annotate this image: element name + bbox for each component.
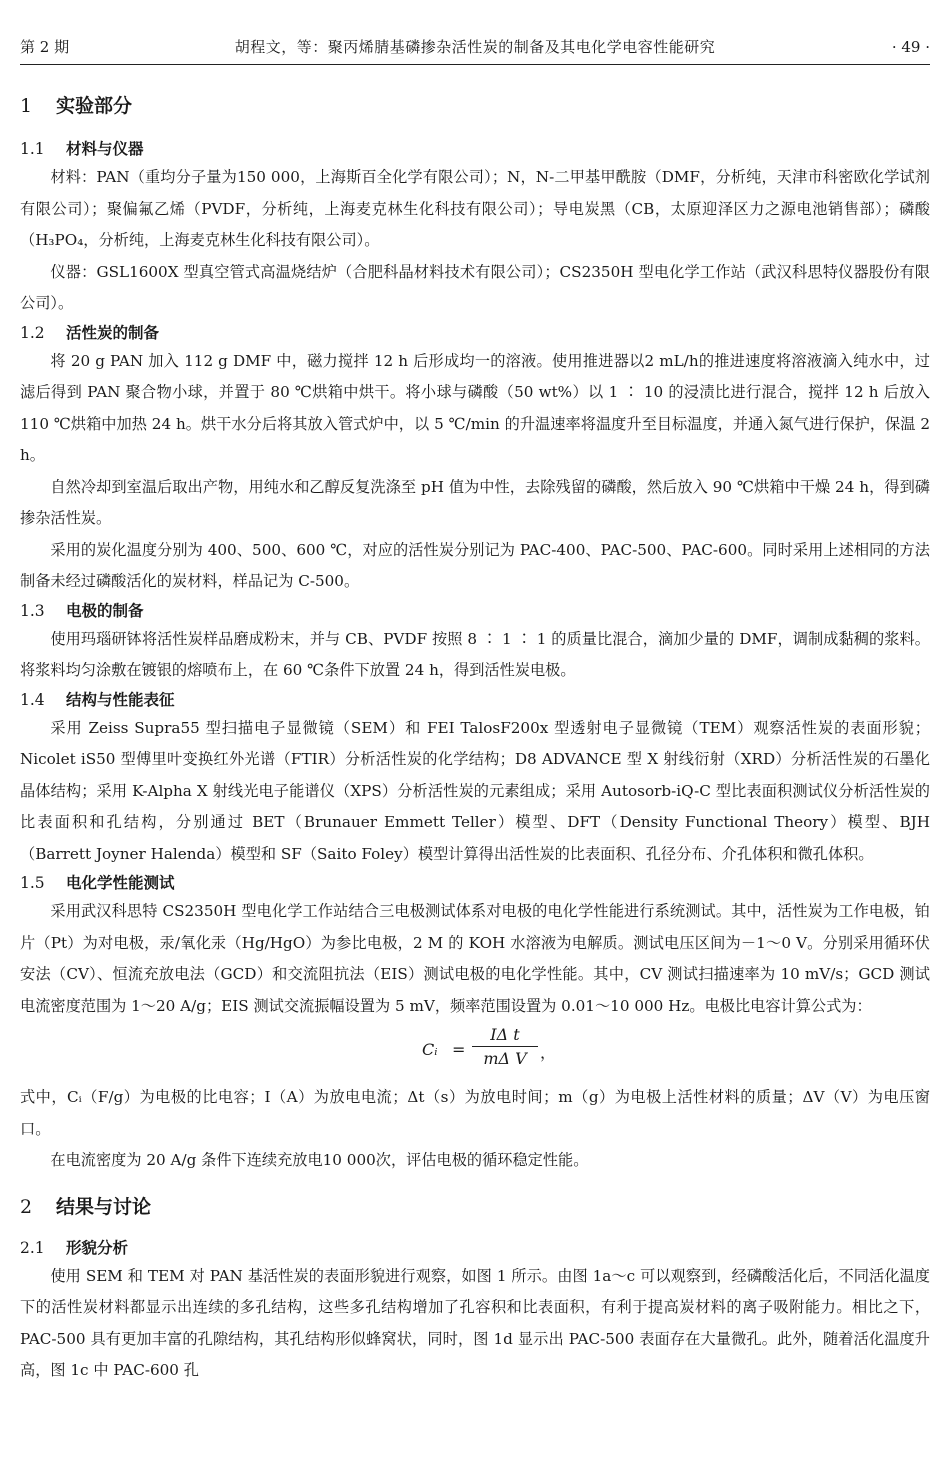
capacitance-formula bbox=[20, 1022, 930, 1082]
paragraph: 自然冷却到室温后取出产物，用纯水和乙醇反复洗涤至 pH 值为中性，去除残留的磷酸，然后放入 90 ℃烘箱中干燥 24 h，得到磷掺杂活性炭。 bbox=[20, 477, 930, 527]
section-title: 实验部分 bbox=[56, 95, 133, 117]
formula-numerator: IΔ t bbox=[472, 1024, 538, 1047]
formula-denominator: mΔ V bbox=[483, 1049, 527, 1068]
issue-number: 第 2 期 bbox=[20, 38, 70, 56]
paragraph: 仪器：GSL1600X 型真空管式高温烧结炉（合肥科晶材料技术有限公司）；CS2350H 型电化学工作站（武汉科思特仪器股份有限公司）。 bbox=[20, 262, 930, 312]
body-text bbox=[20, 90, 930, 1387]
formula-lhs: Cᵢ bbox=[422, 1040, 438, 1059]
formula-comma: ， bbox=[540, 1043, 557, 1062]
header-rule bbox=[20, 64, 930, 65]
running-title: 胡程文，等：聚丙烯腈基磷掺杂活性炭的制备及其电化学电容性能研究 bbox=[234, 38, 716, 56]
subsection-title: 电极的制备 bbox=[66, 601, 144, 620]
running-header bbox=[20, 36, 930, 58]
page-number: · 49 · bbox=[891, 38, 930, 56]
formula-equals: = bbox=[452, 1040, 466, 1059]
subsection-number: 2.1 bbox=[20, 1238, 45, 1257]
subsection-number: 1.2 bbox=[20, 323, 45, 342]
section-number: 2 bbox=[20, 1195, 33, 1218]
subsection-number: 1.5 bbox=[20, 874, 45, 892]
section-title: 结果与讨论 bbox=[56, 1195, 152, 1218]
subsection-number: 1.1 bbox=[20, 140, 45, 158]
section-heading bbox=[20, 90, 930, 122]
section-number: 1 bbox=[20, 95, 33, 117]
paragraph: 式中，Cᵢ（F/g）为电极的比电容；I（A）为放电电流；Δt（s）为放电时间；m（g）为电极上活性材料的质量；ΔV（V）为电压窗口。 bbox=[20, 1088, 930, 1138]
subsection-heading bbox=[20, 136, 930, 162]
paragraph: 使用玛瑙研钵将活性炭样品磨成粉末，并与 CB、PVDF 按照 8 ∶ 1 ∶ 1 的质量比混合，滴加少量的 DMF，调制成黏稠的浆料。将浆料均匀涂敷在镀银的熔喷布上，在 60 ℃条件下放置 24 h，得到活性炭电极。 bbox=[20, 629, 930, 679]
subsection-heading bbox=[20, 687, 930, 713]
subsection-heading bbox=[20, 1235, 930, 1261]
subsection-title: 活性炭的制备 bbox=[66, 323, 160, 342]
subsection-heading bbox=[20, 598, 930, 624]
subsection-title: 电化学性能测试 bbox=[66, 874, 175, 892]
section-heading bbox=[20, 1191, 930, 1223]
paragraph: 在电流密度为 20 A/g 条件下连续充放电10 000次，评估电极的循环稳定性能。 bbox=[50, 1151, 589, 1169]
paper-page bbox=[20, 0, 930, 1459]
paragraph: 使用 SEM 和 TEM 对 PAN 基活性炭的表面形貌进行观察，如图 1 所示。由图 1a～c 可以观察到，经磷酸活化后，不同活化温度下的活性炭材料都显示出连续的多孔结构，这些多孔结构增加了孔容积和比表面积，有利于提高炭材料的离子吸附能力。相比之下，PAC-500 具有更加丰富的孔隙结构，其孔结构形似蜂窝状，同时，图 1d 显示出 PAC-500 表面存在大量微孔。此外，随着活化温度升高，图 1c 中 PAC-600 孔 bbox=[20, 1266, 930, 1379]
subsection-title: 结构与性能表征 bbox=[66, 690, 175, 709]
paragraph: 采用武汉科思特 CS2350H 型电化学工作站结合三电极测试体系对电极的电化学性能进行系统测试。其中，活性炭为工作电极，铂片（Pt）为对电极，汞/氧化汞（Hg/HgO）为参比电极，2 M 的 KOH 水溶液为电解质。测试电压区间为－1～0 V。分别采用循环伏安法（CV）、恒流充放电法（GCD）和交流阻抗法（EIS）测试电极的电化学性能。其中，CV 测试扫描速率为 10 mV/s；GCD 测试电流密度范围为 1～20 A/g；EIS 测试交流振幅设置为 5 mV，频率范围设置为 0.01～10 000 Hz。电极比电容计算公式为： bbox=[20, 902, 930, 1015]
paragraph: 材料：PAN（重均分子量为150 000，上海斯百全化学有限公司）；N，N-二甲基甲酰胺（DMF，分析纯，天津市科密欧化学试剂有限公司）；聚偏氟乙烯（PVDF，分析纯，上海麦克林生化科技有限公司）；导电炭黑（CB，太原迎泽区力之源电池销售部）；磷酸（H₃PO₄，分析纯，上海麦克林生化科技有限公司）。 bbox=[20, 168, 930, 249]
subsection-number: 1.4 bbox=[20, 690, 45, 709]
formula-fraction bbox=[472, 1024, 538, 1071]
subsection-number: 1.3 bbox=[20, 601, 45, 620]
paragraph: 将 20 g PAN 加入 112 g DMF 中，磁力搅拌 12 h 后形成均一的溶液。使用推进器以2 mL/h的推进速度将溶液滴入纯水中，过滤后得到 PAN 聚合物小球，并置于 80 ℃烘箱中烘干。将小球与磷酸（50 wt%）以 1 ∶ 10 的浸渍比进行混合，搅拌 12 h 后放入 110 ℃烘箱中加热 24 h。烘干水分后将其放入管式炉中，以 5 ℃/min 的升温速率将温度升至目标温度，并通入氮气进行保护，保温 2 h。 bbox=[20, 351, 930, 464]
subsection-heading bbox=[20, 320, 930, 346]
subsection-heading bbox=[20, 870, 930, 896]
paragraph: 采用 Zeiss Supra55 型扫描电子显微镜（SEM）和 FEI TalosF200x 型透射电子显微镜（TEM）观察活性炭的表面形貌；Nicolet iS50 型傅里叶变换红外光谱（FTIR）分析活性炭的化学结构；D8 ADVANCE 型 X 射线衍射（XRD）分析活性炭的石墨化晶体结构；采用 K-Alpha X 射线光电子能谱仪（XPS）分析活性炭的元素组成；采用 Autosorb-iQ-C 型比表面积测试仪分析活性炭的比表面积和孔结构，分别通过 BET（Brunauer Emmett Teller）模型、DFT（Density Functional Theory）模型、BJH（Barrett Joyner Halenda）模型和 SF（Saito Foley）模型计算得出活性炭的比表面积、孔径分布、介孔体积和微孔体积。 bbox=[20, 718, 930, 863]
subsection-title: 材料与仪器 bbox=[66, 140, 144, 158]
subsection-title: 形貌分析 bbox=[66, 1238, 129, 1257]
paragraph: 采用的炭化温度分别为 400、500、600 ℃，对应的活性炭分别记为 PAC-400、PAC-500、PAC-600。同时采用上述相同的方法制备未经过磷酸活化的炭材料，样品记为 C-500。 bbox=[20, 540, 930, 590]
